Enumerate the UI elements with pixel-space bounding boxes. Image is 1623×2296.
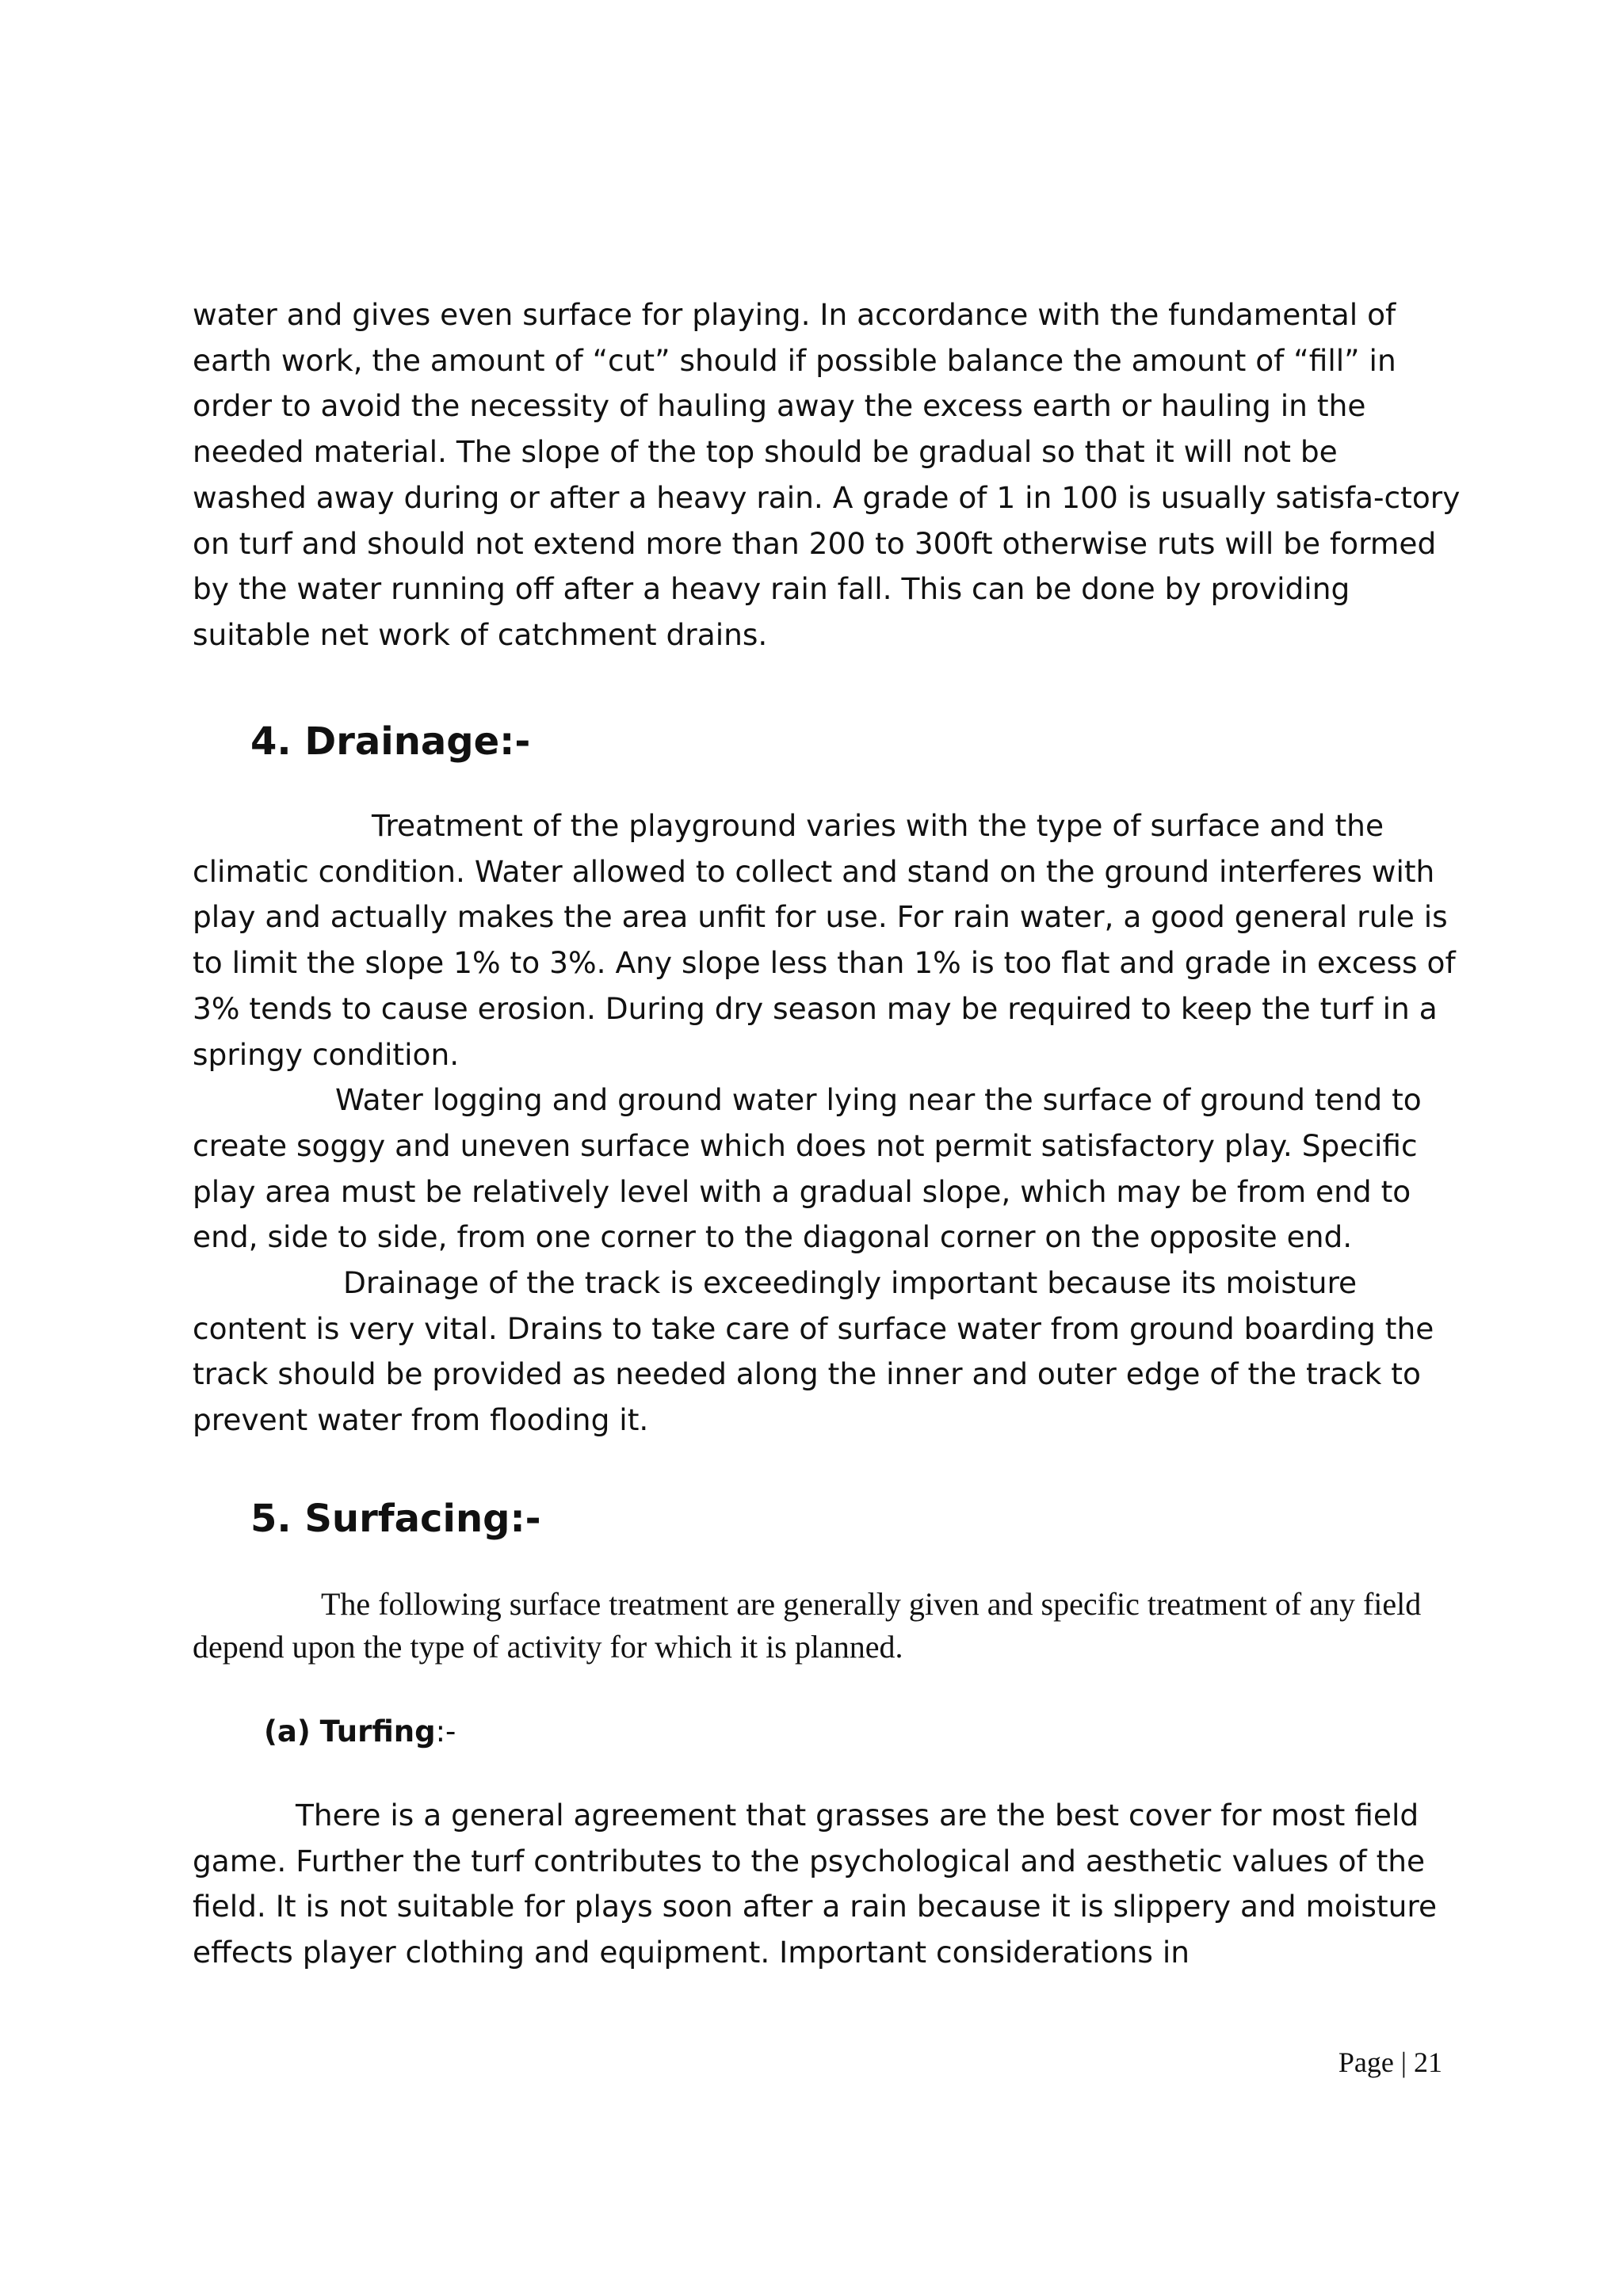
- drainage-text-block: [193, 803, 1461, 1444]
- surfacing-text-block: [193, 1583, 1461, 1669]
- subsection-marker: (a): [264, 1714, 311, 1749]
- subsection-suffix: :-: [435, 1714, 456, 1749]
- subsection-title: Turfing: [319, 1714, 436, 1749]
- surfacing-paragraph: The following surface treatment are generally given and specific treatment of any field depend upon the type of activity for which it is planned.: [193, 1586, 1422, 1665]
- section-heading-drainage: 4. Drainage:-: [250, 719, 531, 764]
- section-heading-surfacing: 5. Surfacing:-: [250, 1497, 541, 1541]
- subsection-heading-turfing: [264, 1712, 456, 1752]
- turfing-text-block: [193, 1793, 1461, 1976]
- intro-paragraph-block: [193, 292, 1461, 658]
- page-number: Page | 21: [1338, 2046, 1442, 2078]
- drainage-paragraph-3: Drainage of the track is exceedingly important because its moisture content is very vital. Drains to take care of surface water from ground boarding the track should be provided as needed along the inner and outer edge of the track to prevent water from flooding it.: [193, 1265, 1434, 1438]
- turfing-paragraph: There is a general agreement that grasses are the best cover for most field game. Further the turf contributes to the psychological and aesthetic values of the field. It is not suitable for plays soon after a rain because it is slippery and moisture effects player clothing and equipment. Important considerations in: [193, 1798, 1438, 1970]
- drainage-paragraph-2: Water logging and ground water lying near the surface of ground tend to create soggy and uneven surface which does not permit satisfactory play. Specific play area must be relatively level with a gradual slope, which may be from end to end, side to side, from one corner to the diagonal corner on the opposite end.: [193, 1082, 1422, 1255]
- intro-paragraph: water and gives even surface for playing. In accordance with the fundamental of earth work, the amount of “cut” should if possible balance the amount of “fill” in order to avoid the necessity of hauling away the excess earth or hauling in the needed material. The slope of the top should be gradual so that it will not be washed away during or after a heavy rain. A grade of 1 in 100 is usually satisfa-ctory on turf and should not extend more than 200 to 300ft otherwise ruts will be formed by the water running off after a heavy rain fall. This can be done by providing suitable net work of catchment drains.: [193, 297, 1461, 652]
- drainage-paragraph-1: Treatment of the playground varies with the type of surface and the climatic condition. Water allowed to collect and stand on the ground interferes with play and actually makes the area unfit for use. For rain water, a good general rule is to limit the slope 1% to 3%. Any slope less than 1% is too flat and grade in excess of 3% tends to cause erosion. During dry season may be required to keep the turf in a springy condition.: [193, 808, 1456, 1072]
